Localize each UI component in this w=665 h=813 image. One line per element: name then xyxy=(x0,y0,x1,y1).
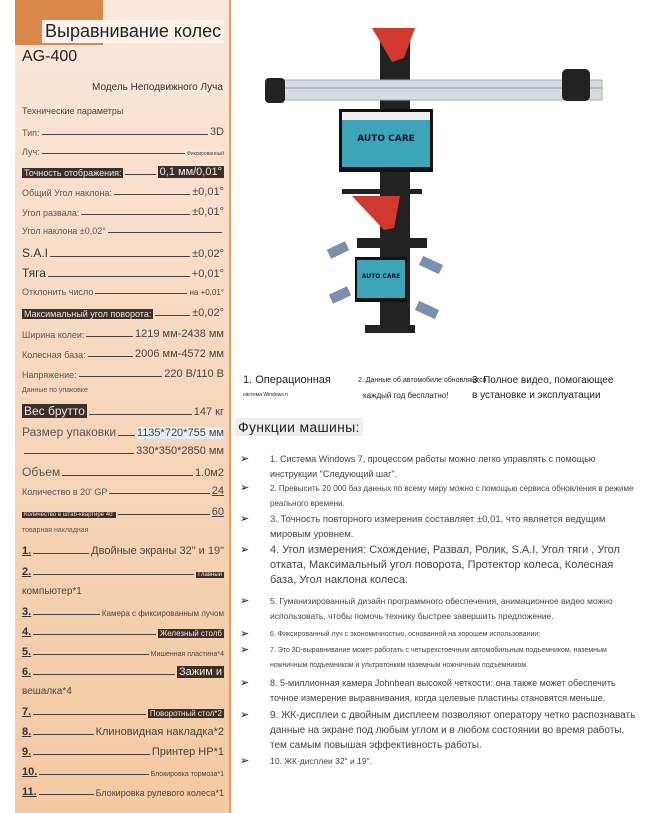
feature-item xyxy=(240,627,660,642)
spec-line xyxy=(114,194,190,195)
feature-text: 9. ЖК-дисплеи с двойным дисплеем позволяют оператору четко распознавать данные на экране под любым углом и в любом состоянии во время работы, тем самым повышая эффективность работы. xyxy=(270,710,636,751)
packing-list-item xyxy=(22,766,224,778)
bullet-arrow-icon: ➢ xyxy=(240,453,250,465)
item-number: 8. xyxy=(22,726,32,738)
packing-row xyxy=(22,506,224,518)
packing-row xyxy=(22,404,224,418)
feature-text: 7. Это 3D-выравнивание может работать с четырехстоечным автомобильным подъемником, наземным ножничным подъемником и ультратонким наземным ножничным подъемником. xyxy=(270,647,607,669)
feature-text: 2. Превысить 20 000 баз данных по всему миру можно с помощью сервиса обновления в режиме реального времени. xyxy=(270,484,634,508)
feature-text: 5. Гуманизированный дизайн программного обеспечения, анимационное видео можно использовать, чтобы помочь технику быстрее завершить предложение. xyxy=(270,596,613,621)
bullet-arrow-icon: ➢ xyxy=(240,513,250,525)
packing-value: 24 xyxy=(211,485,224,497)
spec-row xyxy=(22,206,224,218)
caption-line-2: каждый год бесплатно! xyxy=(363,391,449,400)
item-line xyxy=(33,654,148,655)
spec-line xyxy=(42,153,185,154)
packing-label: Количество в штаб-квартире 40' xyxy=(24,512,114,518)
item-text: Клиновидная накладка*2 xyxy=(95,726,224,738)
packing-value: 60 xyxy=(211,506,224,518)
packing-label: Количество в 20' GP xyxy=(22,487,108,497)
spec-label: Угол наклона ±0,02° xyxy=(22,226,106,236)
bullet-arrow-icon: ➢ xyxy=(240,644,250,656)
spec-line xyxy=(125,174,155,175)
caption-line-1: 1. Операционная xyxy=(243,374,331,386)
packing-list-item xyxy=(22,666,224,678)
spec-value: 220 В/110 В xyxy=(164,368,224,380)
spec-row xyxy=(22,287,224,297)
item-number: 6. xyxy=(22,666,32,678)
item-line xyxy=(33,674,175,675)
bullet-arrow-icon: ➢ xyxy=(240,595,250,607)
spec-line xyxy=(155,315,190,316)
feature-item xyxy=(240,676,660,706)
spec-row xyxy=(22,147,224,157)
feature-caption xyxy=(243,373,331,403)
spec-row xyxy=(22,328,224,340)
spec-row xyxy=(22,186,224,198)
item-text: Поворотный стол*2 xyxy=(149,709,222,718)
item-continuation: компьютер*1 xyxy=(22,586,82,597)
item-number: 3. xyxy=(22,606,32,618)
item-number: 9. xyxy=(22,746,32,758)
spec-label: Максимальный угол поворота: xyxy=(24,309,152,319)
item-line xyxy=(33,714,146,715)
feature-caption xyxy=(472,373,613,403)
caption-line-2: в установке и эксплуатации xyxy=(472,390,601,401)
features-title: Функции машины: xyxy=(235,418,363,436)
packing-label: Вес брутто xyxy=(24,404,85,418)
spec-row xyxy=(22,348,224,360)
spec-value: 2006 мм-4572 мм xyxy=(135,348,224,360)
item-number: 10. xyxy=(22,766,38,778)
item-line xyxy=(39,794,94,795)
packing-list-title: товарная накладная xyxy=(22,527,89,534)
item-number: 1. xyxy=(22,545,32,557)
model-subtitle: Модель Неподвижного Луча xyxy=(92,82,223,93)
feature-item xyxy=(240,754,660,769)
feature-item xyxy=(240,643,660,673)
bullet-arrow-icon: ➢ xyxy=(240,677,250,689)
spec-label: S.A.I xyxy=(22,246,49,260)
item-text: Железный столб xyxy=(159,629,222,638)
spec-line xyxy=(86,336,133,337)
screen-logo: AUTO CARE xyxy=(357,134,415,144)
packing-row xyxy=(22,485,224,497)
spec-row xyxy=(22,126,224,138)
bullet-arrow-icon: ➢ xyxy=(240,544,250,556)
feature-item xyxy=(240,543,660,588)
spec-label: Напряжение: xyxy=(22,370,77,380)
spec-row xyxy=(22,226,224,236)
item-text: Блокировка тормоза*1 xyxy=(150,771,224,778)
caption-line-2: система Windows n xyxy=(243,392,288,398)
machine-image xyxy=(240,15,620,355)
spec-line xyxy=(88,356,133,357)
packing-list-item xyxy=(22,726,224,738)
spec-row xyxy=(22,266,224,280)
spec-value: 1219 мм-2438 мм xyxy=(135,328,224,340)
packing-line xyxy=(118,514,210,515)
feature-text: 10. ЖК-дисплеи 32" и 19". xyxy=(270,756,372,766)
packing-line xyxy=(62,475,193,476)
item-text: Мишенная пластина*4 xyxy=(150,651,224,658)
item-line xyxy=(33,574,194,575)
item-text: Принтер HP*1 xyxy=(151,746,224,758)
item-text: Главный xyxy=(198,572,222,578)
feature-item xyxy=(240,708,660,753)
packing-list-item xyxy=(22,706,224,718)
spec-value: +0,01° xyxy=(191,268,224,280)
feature-text: 4. Угол измерения: Схождение, Развал, Ролик, S.A.I, Угол тяги , Угол отката, Максимальный угол поворота, Протектор колеса, Колесная база, Угол наклона колеса. xyxy=(270,544,620,586)
spec-line xyxy=(95,293,187,294)
page-title: Выравнивание колес xyxy=(42,20,224,43)
packing-list-item xyxy=(22,746,224,758)
spec-label: Колесная база: xyxy=(22,350,86,360)
spec-line xyxy=(108,232,222,233)
packing-list-item xyxy=(22,786,224,798)
item-line xyxy=(33,614,100,615)
caption-line-1: 3. Полное видео, помогающее xyxy=(472,375,614,386)
feature-text: 1. Система Windows 7, процессом работы можно легко управлять с помощью инструкции "Следующий шаг". xyxy=(270,454,596,479)
spec-value: 0,1 мм/0,01° xyxy=(159,166,222,178)
spec-value: Фиксированный xyxy=(187,151,224,157)
spec-label: Тип: xyxy=(22,128,40,138)
packing-list-item xyxy=(22,545,224,557)
feature-text: 8. 5-миллионная камера Johnbean высокой четкости: она также может обеспечить точное измерение выравнивания, когда целевые пластины становятся меньше. xyxy=(270,678,616,703)
item-text: Зажим и xyxy=(178,666,222,678)
bullet-arrow-icon: ➢ xyxy=(240,709,250,721)
item-number: 7. xyxy=(22,706,32,718)
spec-value: ±0,02° xyxy=(192,307,224,319)
bullet-arrow-icon: ➢ xyxy=(240,755,250,767)
packing-value: 330*350*2850 мм xyxy=(136,445,224,457)
bullet-arrow-icon: ➢ xyxy=(240,628,250,640)
item-text: Блокировка рулевого колеса*1 xyxy=(95,788,224,798)
packing-value: 1135*720*755 мм xyxy=(136,427,224,439)
spec-label: Угол развала: xyxy=(22,208,80,218)
feature-text: 6. Фиксированный луч с экономичностью, основанной на хорошем использовании; xyxy=(270,631,541,638)
packing-list-item xyxy=(22,606,224,618)
item-line xyxy=(33,634,156,635)
packing-row xyxy=(22,425,224,439)
bullet-arrow-icon: ➢ xyxy=(240,482,250,494)
packing-line xyxy=(24,453,134,454)
packing-label: Объем xyxy=(22,465,61,479)
item-line xyxy=(33,754,150,755)
spec-value: 3D xyxy=(209,126,224,138)
packing-value: 1.0м2 xyxy=(195,467,224,479)
spec-label: Точность отображения: xyxy=(24,168,122,178)
packing-line xyxy=(109,493,209,494)
spec-label: Тяга xyxy=(22,266,46,280)
packing-list-item xyxy=(22,626,224,638)
spec-line xyxy=(50,256,190,257)
spec-label: Отклонить число xyxy=(22,287,94,297)
spec-line xyxy=(42,134,208,135)
item-line xyxy=(33,553,89,554)
packing-section-title: Данные по упаковке xyxy=(22,387,88,394)
spec-line xyxy=(48,276,190,277)
packing-value: 147 кг xyxy=(193,406,224,418)
feature-item xyxy=(240,452,660,482)
item-continuation: вешалка*4 xyxy=(22,686,72,697)
feature-item xyxy=(240,512,660,542)
feature-item xyxy=(240,594,660,624)
svg-text:AUTO CARE: AUTO CARE xyxy=(361,273,401,280)
item-text: Двойные экраны 32" и 19" xyxy=(91,545,224,557)
packing-line xyxy=(118,435,135,436)
spec-row xyxy=(22,246,224,260)
spec-line xyxy=(79,376,163,377)
packing-label: Размер упаковки xyxy=(22,425,117,439)
spec-value: ±0,02° xyxy=(192,248,224,260)
spec-value: ±0,01° xyxy=(192,206,224,218)
spec-line xyxy=(81,214,190,215)
model-name: AG-400 xyxy=(22,48,78,65)
spec-label: Общий Угол наклона: xyxy=(22,188,112,198)
spec-row xyxy=(22,307,224,319)
spec-section-title: Технические параметры xyxy=(22,106,124,116)
spec-row xyxy=(22,368,224,380)
packing-list-item xyxy=(22,566,224,578)
packing-line xyxy=(89,414,192,415)
caption-line-1: 2. Данные об автомобиле обновляются xyxy=(358,377,487,384)
item-line xyxy=(33,734,93,735)
spec-label: Ширина колеи: xyxy=(22,330,85,340)
spec-value: на +0,01° xyxy=(189,288,224,297)
spec-label: Луч: xyxy=(22,147,40,157)
item-line xyxy=(39,774,148,775)
packing-row xyxy=(22,445,224,457)
feature-item xyxy=(240,481,660,511)
item-number: 5. xyxy=(22,646,32,658)
item-number: 4. xyxy=(22,626,32,638)
feature-text: 3. Точность повторного измерения составляет ±0,01, что является ведущим мировым уровнем. xyxy=(270,514,606,540)
item-text: Камера с фиксированным лучом xyxy=(101,609,224,618)
item-number: 11. xyxy=(22,786,37,798)
packing-row xyxy=(22,465,224,479)
packing-list-item xyxy=(22,646,224,658)
feature-caption xyxy=(358,373,487,403)
item-number: 2. xyxy=(22,566,32,578)
spec-row xyxy=(22,166,224,178)
spec-value: ±0,01° xyxy=(192,186,224,198)
